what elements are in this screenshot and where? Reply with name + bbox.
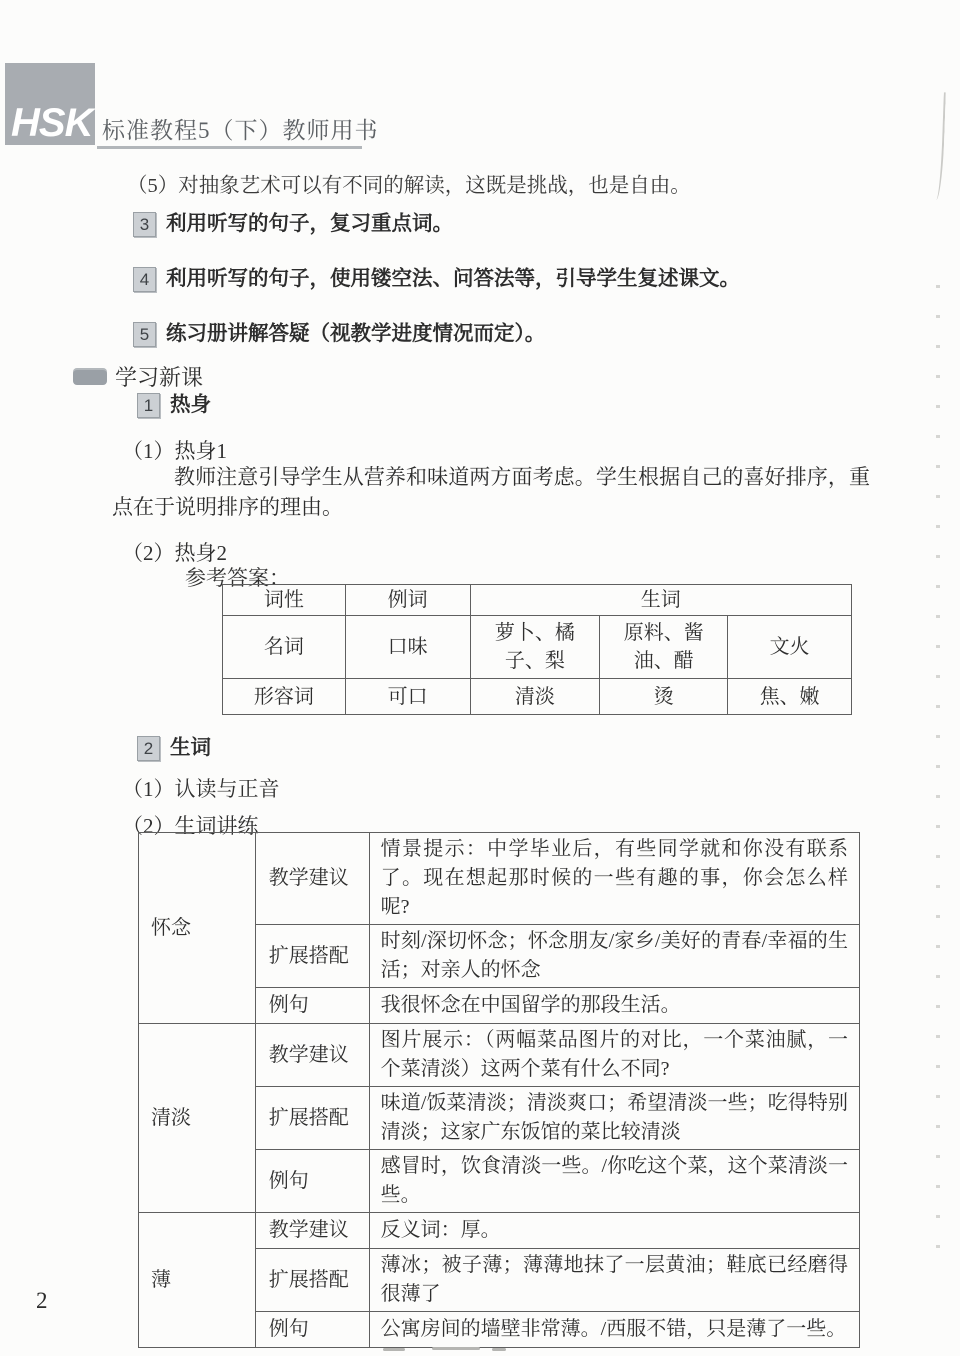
reference-answer-label: 参考答案： [185, 566, 290, 590]
step-4-label: 利用听写的句子，使用镂空法、问答法等，引导学生复述课文。 [166, 267, 740, 290]
table-row [139, 833, 860, 925]
hsk-logo-text: HSK [11, 101, 93, 145]
cell-luobo: 萝卜、橘子、梨 [470, 616, 600, 679]
answer-item-5: （5）对抽象艺术可以有不同的解读，这既是挑战，也是自由。 [127, 175, 691, 197]
row-label-example: 例句 [255, 1312, 369, 1348]
warmup-sub1-paragraph: 教师注意引导学生从营养和味道两方面考虑。学生根据自己的喜好排序，重点在于说明排序的理由。 [112, 465, 870, 519]
step-3-number-box: 3 [133, 212, 156, 237]
vocab-practice-table-grid [138, 832, 860, 1348]
cell-noun: 名词 [223, 616, 346, 679]
row-label-example: 例句 [255, 1150, 369, 1213]
scan-bottom-artifact [492, 1348, 506, 1351]
scan-edge-dashes-artifact [936, 285, 940, 1260]
scan-bottom-artifact [383, 1348, 405, 1351]
row-label-teaching: 教学建议 [255, 1024, 369, 1087]
cell-wenhuo: 文火 [728, 616, 852, 679]
cell-yuanliao: 原料、酱油、醋 [600, 616, 728, 679]
bao-example: 公寓房间的墙壁非常薄。/西服不错，只是薄了一些。 [369, 1312, 859, 1348]
cell-jiaonen: 焦、嫩 [728, 679, 852, 715]
vocab-number-box: 2 [137, 736, 160, 761]
step-4-number-box: 4 [133, 267, 156, 292]
table-row [223, 616, 852, 679]
vocab-practice-table [138, 832, 860, 1348]
warmup-answer-table [222, 584, 852, 715]
huainian-collocation: 时刻/深切怀念；怀念朋友/家乡/美好的青春/幸福的生活；对亲人的怀念 [369, 925, 859, 988]
warmup-sub1-label: （1）热身1 [122, 439, 227, 463]
table-header-row [223, 585, 852, 616]
section-header [73, 361, 203, 392]
warmup-answer-table-grid [222, 584, 852, 715]
word-qingdan: 清淡 [139, 1024, 256, 1213]
step-5-label: 练习册讲解答疑（视教学进度情况而定）。 [166, 322, 546, 345]
huainian-example: 我很怀念在中国留学的那段生活。 [369, 988, 859, 1024]
cell-kouwei: 口味 [345, 616, 470, 679]
bao-teaching: 反义词：厚。 [369, 1213, 859, 1249]
row-label-example: 例句 [255, 988, 369, 1024]
row-label-collocation: 扩展搭配 [255, 1087, 369, 1150]
qingdan-collocation: 味道/饭菜清淡；清淡爽口；希望清淡一些；吃得特别清淡；这家广东饭馆的菜比较清淡 [369, 1087, 859, 1150]
header-underline [97, 146, 362, 149]
huainian-teaching: 情景提示：中学毕业后，有些同学就和你没有联系了。现在想起那时候的一些有趣的事，你会怎么样呢? [369, 833, 859, 925]
step-5 [133, 321, 545, 347]
qingdan-teaching: 图片展示：（两幅菜品图片的对比，一个菜油腻，一个菜清淡）这两个菜有什么不同? [369, 1024, 859, 1087]
col-header-newwords: 生词 [470, 585, 851, 616]
scan-edge-curve-artifact [932, 92, 946, 200]
table-row [139, 1024, 860, 1087]
row-label-teaching: 教学建议 [255, 1213, 369, 1249]
hsk-logo-block [5, 63, 95, 145]
step-4 [133, 266, 740, 292]
vocab-sub1-label: （1）认读与正音 [122, 777, 280, 801]
row-label-teaching: 教学建议 [255, 833, 369, 925]
bao-collocation: 薄冰；被子薄；薄薄地抹了一层黄油；鞋底已经磨得很薄了 [369, 1249, 859, 1312]
warmup-heading [137, 392, 211, 418]
section-title: 学习新课 [115, 365, 204, 390]
step-3 [133, 211, 453, 237]
warmup-number-box: 1 [137, 393, 160, 418]
cell-kekou: 可口 [345, 679, 470, 715]
row-label-collocation: 扩展搭配 [255, 925, 369, 988]
step-5-number-box: 5 [133, 322, 156, 347]
table-row [223, 679, 852, 715]
warmup-sub2-label: （2）热身2 [122, 541, 227, 565]
vocab-heading [137, 735, 211, 761]
section-tab-icon [73, 368, 107, 385]
cell-tang: 烫 [600, 679, 728, 715]
page-number: 2 [36, 1288, 48, 1313]
qingdan-example: 感冒时，饮食清淡一些。/你吃这个菜，这个菜清淡一些。 [369, 1150, 859, 1213]
col-header-pos: 词性 [223, 585, 346, 616]
col-header-example: 例词 [345, 585, 470, 616]
warmup-title: 热身 [170, 393, 211, 416]
word-huainian: 怀念 [139, 833, 256, 1024]
step-3-label: 利用听写的句子，复习重点词。 [166, 212, 453, 235]
row-label-collocation: 扩展搭配 [255, 1249, 369, 1312]
vocab-sub2-label: （2）生词讲练 [122, 814, 259, 838]
cell-qingdan: 清淡 [470, 679, 600, 715]
vocab-title: 生词 [170, 736, 211, 759]
scan-bottom-artifact [432, 1347, 480, 1350]
book-title: 标准教程5（下）教师用书 [102, 118, 379, 143]
table-row [139, 1213, 860, 1249]
cell-adjective: 形容词 [223, 679, 346, 715]
word-bao: 薄 [139, 1213, 256, 1348]
